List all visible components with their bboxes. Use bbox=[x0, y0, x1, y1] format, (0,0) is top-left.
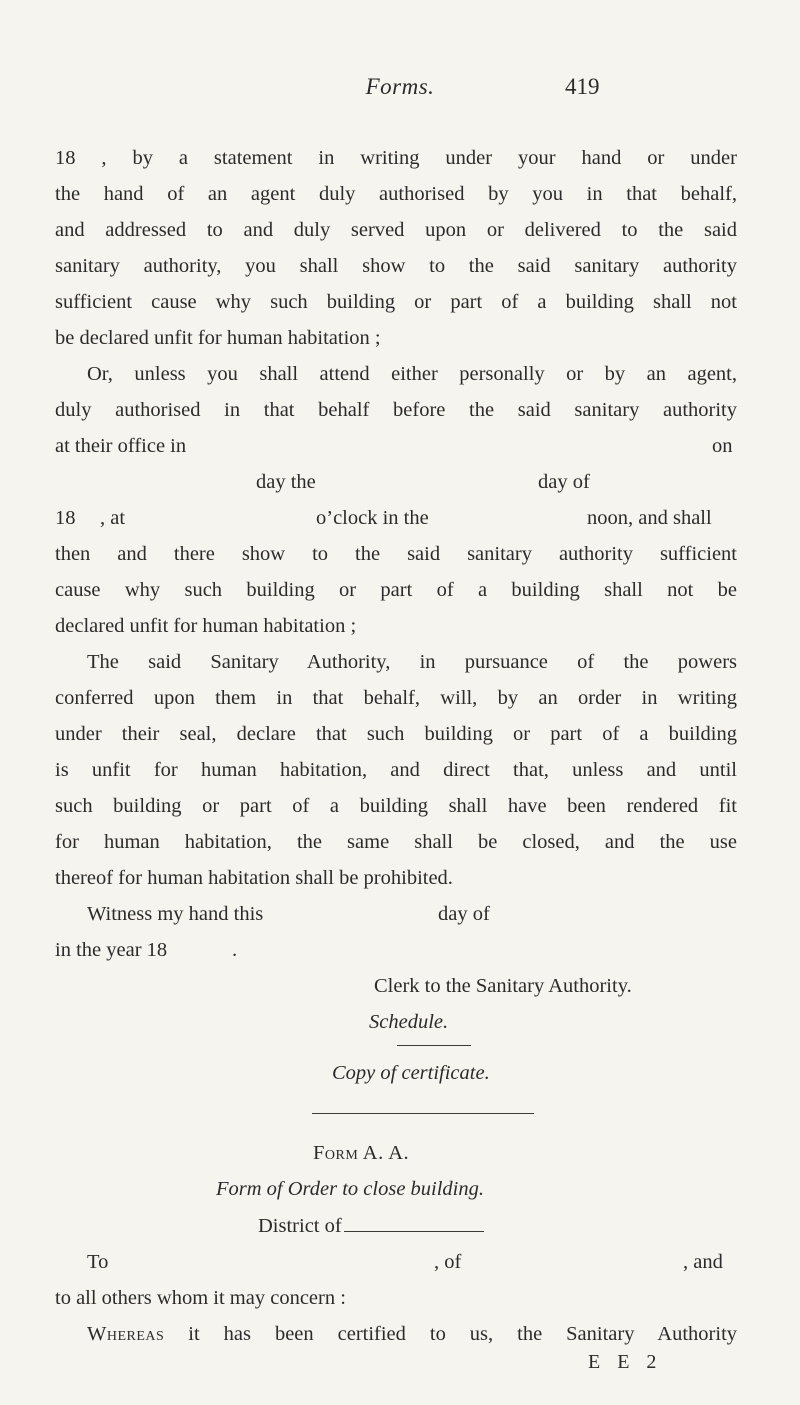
divider-short bbox=[397, 1045, 471, 1046]
body-line-6: be declared unfit for human habitation ; bbox=[55, 327, 381, 349]
witness-line-left: Witness my hand this bbox=[87, 903, 264, 925]
of-label: , of bbox=[434, 1251, 462, 1273]
district-fill-blank bbox=[344, 1230, 484, 1232]
divider-long bbox=[312, 1113, 534, 1114]
body-line-8: duly authorised in that behalf before the said sanitary authority bbox=[55, 399, 737, 421]
form-subtitle: Form of Order to close building. bbox=[216, 1178, 485, 1200]
clerk-signature-line: Clerk to the Sanitary Authority. bbox=[374, 975, 632, 997]
and-label: , and bbox=[683, 1251, 723, 1273]
office-line-right: on bbox=[712, 435, 733, 457]
whereas-line bbox=[87, 1319, 737, 1349]
whereas-lead: Whereas bbox=[87, 1323, 165, 1345]
page-number: 419 bbox=[565, 74, 600, 99]
body2-line-2: cause why such building or part of a building shall not be bbox=[55, 579, 737, 601]
body-line-1: 18 , by a statement in writing under your hand or under bbox=[55, 147, 737, 169]
copy-certificate-heading: Copy of certificate. bbox=[332, 1062, 490, 1084]
body2-line-9: for human habitation, the same shall be closed, and the use bbox=[55, 831, 737, 853]
day-line-left: day the bbox=[256, 471, 316, 493]
year-line-dot: . bbox=[232, 939, 238, 961]
day-line-right: day of bbox=[538, 471, 590, 493]
clock-line-year: 18 bbox=[55, 507, 76, 529]
body-line-5: sufficient cause why such building or part of a building shall not bbox=[55, 291, 737, 313]
body2-line-5: conferred upon them in that behalf, will, by an order in writing bbox=[55, 687, 737, 709]
witness-line-right: day of bbox=[438, 903, 490, 925]
clock-line-at: , at bbox=[100, 507, 126, 529]
office-line-left: at their office in bbox=[55, 435, 187, 457]
body-line-3: and addressed to and duly served upon or delivered to the said bbox=[55, 219, 737, 241]
body2-line-3: declared unfit for human habitation ; bbox=[55, 615, 357, 637]
schedule-heading: Schedule. bbox=[369, 1011, 449, 1033]
body2-line-4: The said Sanitary Authority, in pursuance of the powers bbox=[87, 651, 737, 673]
body2-line-6: under their seal, declare that such building or part of a building bbox=[55, 723, 737, 745]
body2-line-7: is unfit for human habitation, and direct that, unless and until bbox=[55, 759, 737, 781]
body2-line-10: thereof for human habitation shall be prohibited. bbox=[55, 867, 453, 889]
year-line: in the year 18 bbox=[55, 939, 168, 961]
body-line-2: the hand of an agent duly authorised by you in that behalf, bbox=[55, 183, 737, 205]
body2-line-8: such building or part of a building shall have been rendered fit bbox=[55, 795, 737, 817]
whereas-rest: it has been certified to us, the Sanitary Authority bbox=[188, 1323, 738, 1345]
to-label: To bbox=[87, 1251, 109, 1273]
district-label: District of bbox=[258, 1215, 342, 1237]
body2-line-1: then and there show to the said sanitary authority sufficient bbox=[55, 543, 737, 565]
body-line-7: Or, unless you shall attend either personally or by an agent, bbox=[87, 363, 737, 385]
district-line bbox=[258, 1211, 484, 1241]
body-line-4: sanitary authority, you shall show to the said sanitary authority bbox=[55, 255, 737, 277]
clock-line-clock: o’clock in the bbox=[316, 507, 429, 529]
signature-mark: E E 2 bbox=[588, 1351, 663, 1373]
concern-line: to all others whom it may concern : bbox=[55, 1287, 346, 1309]
running-title: Forms. bbox=[365, 74, 435, 99]
clock-line-noon: noon, and shall bbox=[587, 507, 712, 529]
form-title: Form A. A. bbox=[313, 1142, 410, 1164]
